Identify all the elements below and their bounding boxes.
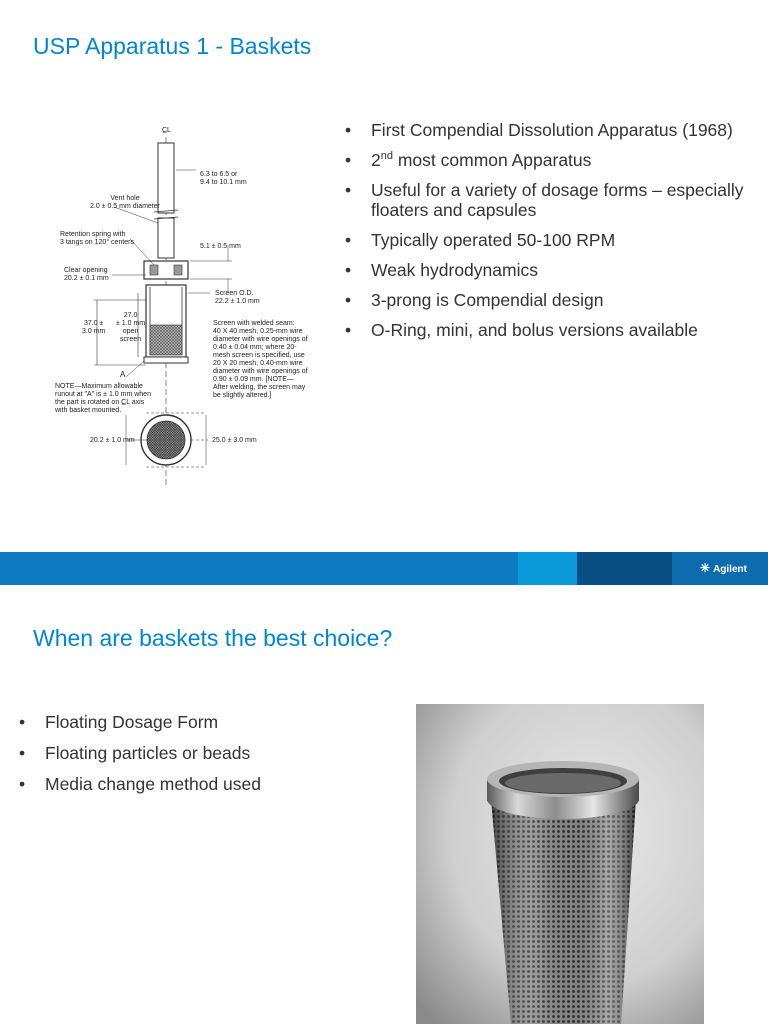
bullet-item xyxy=(341,290,751,310)
screen-od-label: Screen O.D. 22.2 ± 1.0 mm xyxy=(215,290,260,305)
bullet-dot-icon: • xyxy=(345,120,352,140)
vent-hole-label: Vent hole 2.0 ± 0.5 mm diameter xyxy=(90,195,160,210)
bullet-text-number: 2 xyxy=(371,150,381,170)
bullet-item xyxy=(341,120,751,140)
banner-band-dark xyxy=(577,552,672,585)
bullet-text: Media change method used xyxy=(45,774,261,794)
bullet-item xyxy=(15,774,375,794)
runout-note-label: NOTE—Maximum allowable runout at "A" is ± 1.0 mm when the part is rotated on C̲L axis with basket mounted. xyxy=(55,383,151,414)
bullet-item xyxy=(341,180,751,220)
basket-diagram xyxy=(50,115,340,495)
slide-1-title: USP Apparatus 1 - Baskets xyxy=(33,33,312,59)
bullet-dot-icon: • xyxy=(345,180,352,200)
bullet-text: Weak hydrodynamics xyxy=(371,260,538,280)
bullet-dot-icon: • xyxy=(19,774,26,794)
bullet-text: First Compendial Dissolution Apparatus (1968) xyxy=(371,120,733,140)
bullet-item xyxy=(341,230,751,250)
agilent-logo-text: Agilent xyxy=(713,564,747,575)
overall-height-label: 37.0 ± 3.0 mm xyxy=(82,320,106,335)
ring-height-label: 5.1 ± 0.5 mm xyxy=(200,243,241,250)
open-screen-label: 27.0 ± 1.0 mm open screen xyxy=(116,312,146,343)
point-a-label: A xyxy=(120,370,126,379)
footer-banner xyxy=(0,552,768,585)
banner-band-light xyxy=(518,552,577,585)
bullet-dot-icon: • xyxy=(345,320,352,340)
bullet-item xyxy=(341,320,751,340)
bottom-diameter-label: 20.2 ± 1.0 mm xyxy=(90,437,135,444)
agilent-logo xyxy=(700,561,747,575)
basket-photo-image xyxy=(416,704,704,1024)
bullet-item xyxy=(341,150,751,170)
shaft-diameter-label: 6.3 to 6.5 or 9.4 to 10.1 mm xyxy=(200,171,247,186)
slide-2-title: When are baskets the best choice? xyxy=(33,625,393,651)
retention-spring-label: Retention spring with 3 tangs on 120° centers xyxy=(60,231,135,246)
screen-note-label: Screen with welded seam: 40 X 40 mesh, 0.25-mm wire diameter with wire openings of 0.40 ± 0.04 mm; where 20- mesh screen is specified, use 20 X 20 mesh, 0.40-mm wire diameter with wire openings of 0.90 ± 0.09 mm. [NOTE— After welding, the screen may be slightly altered.] xyxy=(213,320,308,399)
slide-1-bullet-list xyxy=(341,120,751,350)
bullet-text: Typically operated 50-100 RPM xyxy=(371,230,616,250)
bullet-dot-icon: • xyxy=(345,230,352,250)
outer-diameter-label: 25.0 ± 3.0 mm xyxy=(212,437,257,444)
bullet-text-superscript: nd xyxy=(380,150,393,163)
bullet-item xyxy=(15,743,375,763)
centerline-label: C̲L xyxy=(162,127,171,134)
bullet-text: Useful for a variety of dosage forms – especially floaters and capsules xyxy=(371,180,744,220)
bullet-dot-icon: • xyxy=(19,712,26,732)
slide-2 xyxy=(0,585,768,1024)
bullet-text-rest: most common Apparatus xyxy=(392,150,592,170)
bullet-text: 3-prong is Compendial design xyxy=(371,290,604,310)
bullet-text: Floating Dosage Form xyxy=(45,712,219,732)
bullet-dot-icon: • xyxy=(345,290,352,310)
bullet-dot-icon: • xyxy=(19,743,26,763)
basket-photo xyxy=(416,704,704,1024)
bullet-item xyxy=(15,712,375,732)
bullet-dot-icon: • xyxy=(345,260,352,280)
agilent-spark-icon: ✳ xyxy=(700,561,711,575)
clear-opening-label: Clear opening 20.2 ± 0.1 mm xyxy=(64,267,109,282)
slide-2-bullet-list xyxy=(15,712,375,805)
bullet-text: Floating particles or beads xyxy=(45,743,251,763)
bullet-item xyxy=(341,260,751,280)
bullet-text: O-Ring, mini, and bolus versions available xyxy=(371,320,698,340)
bullet-dot-icon: • xyxy=(345,150,352,170)
